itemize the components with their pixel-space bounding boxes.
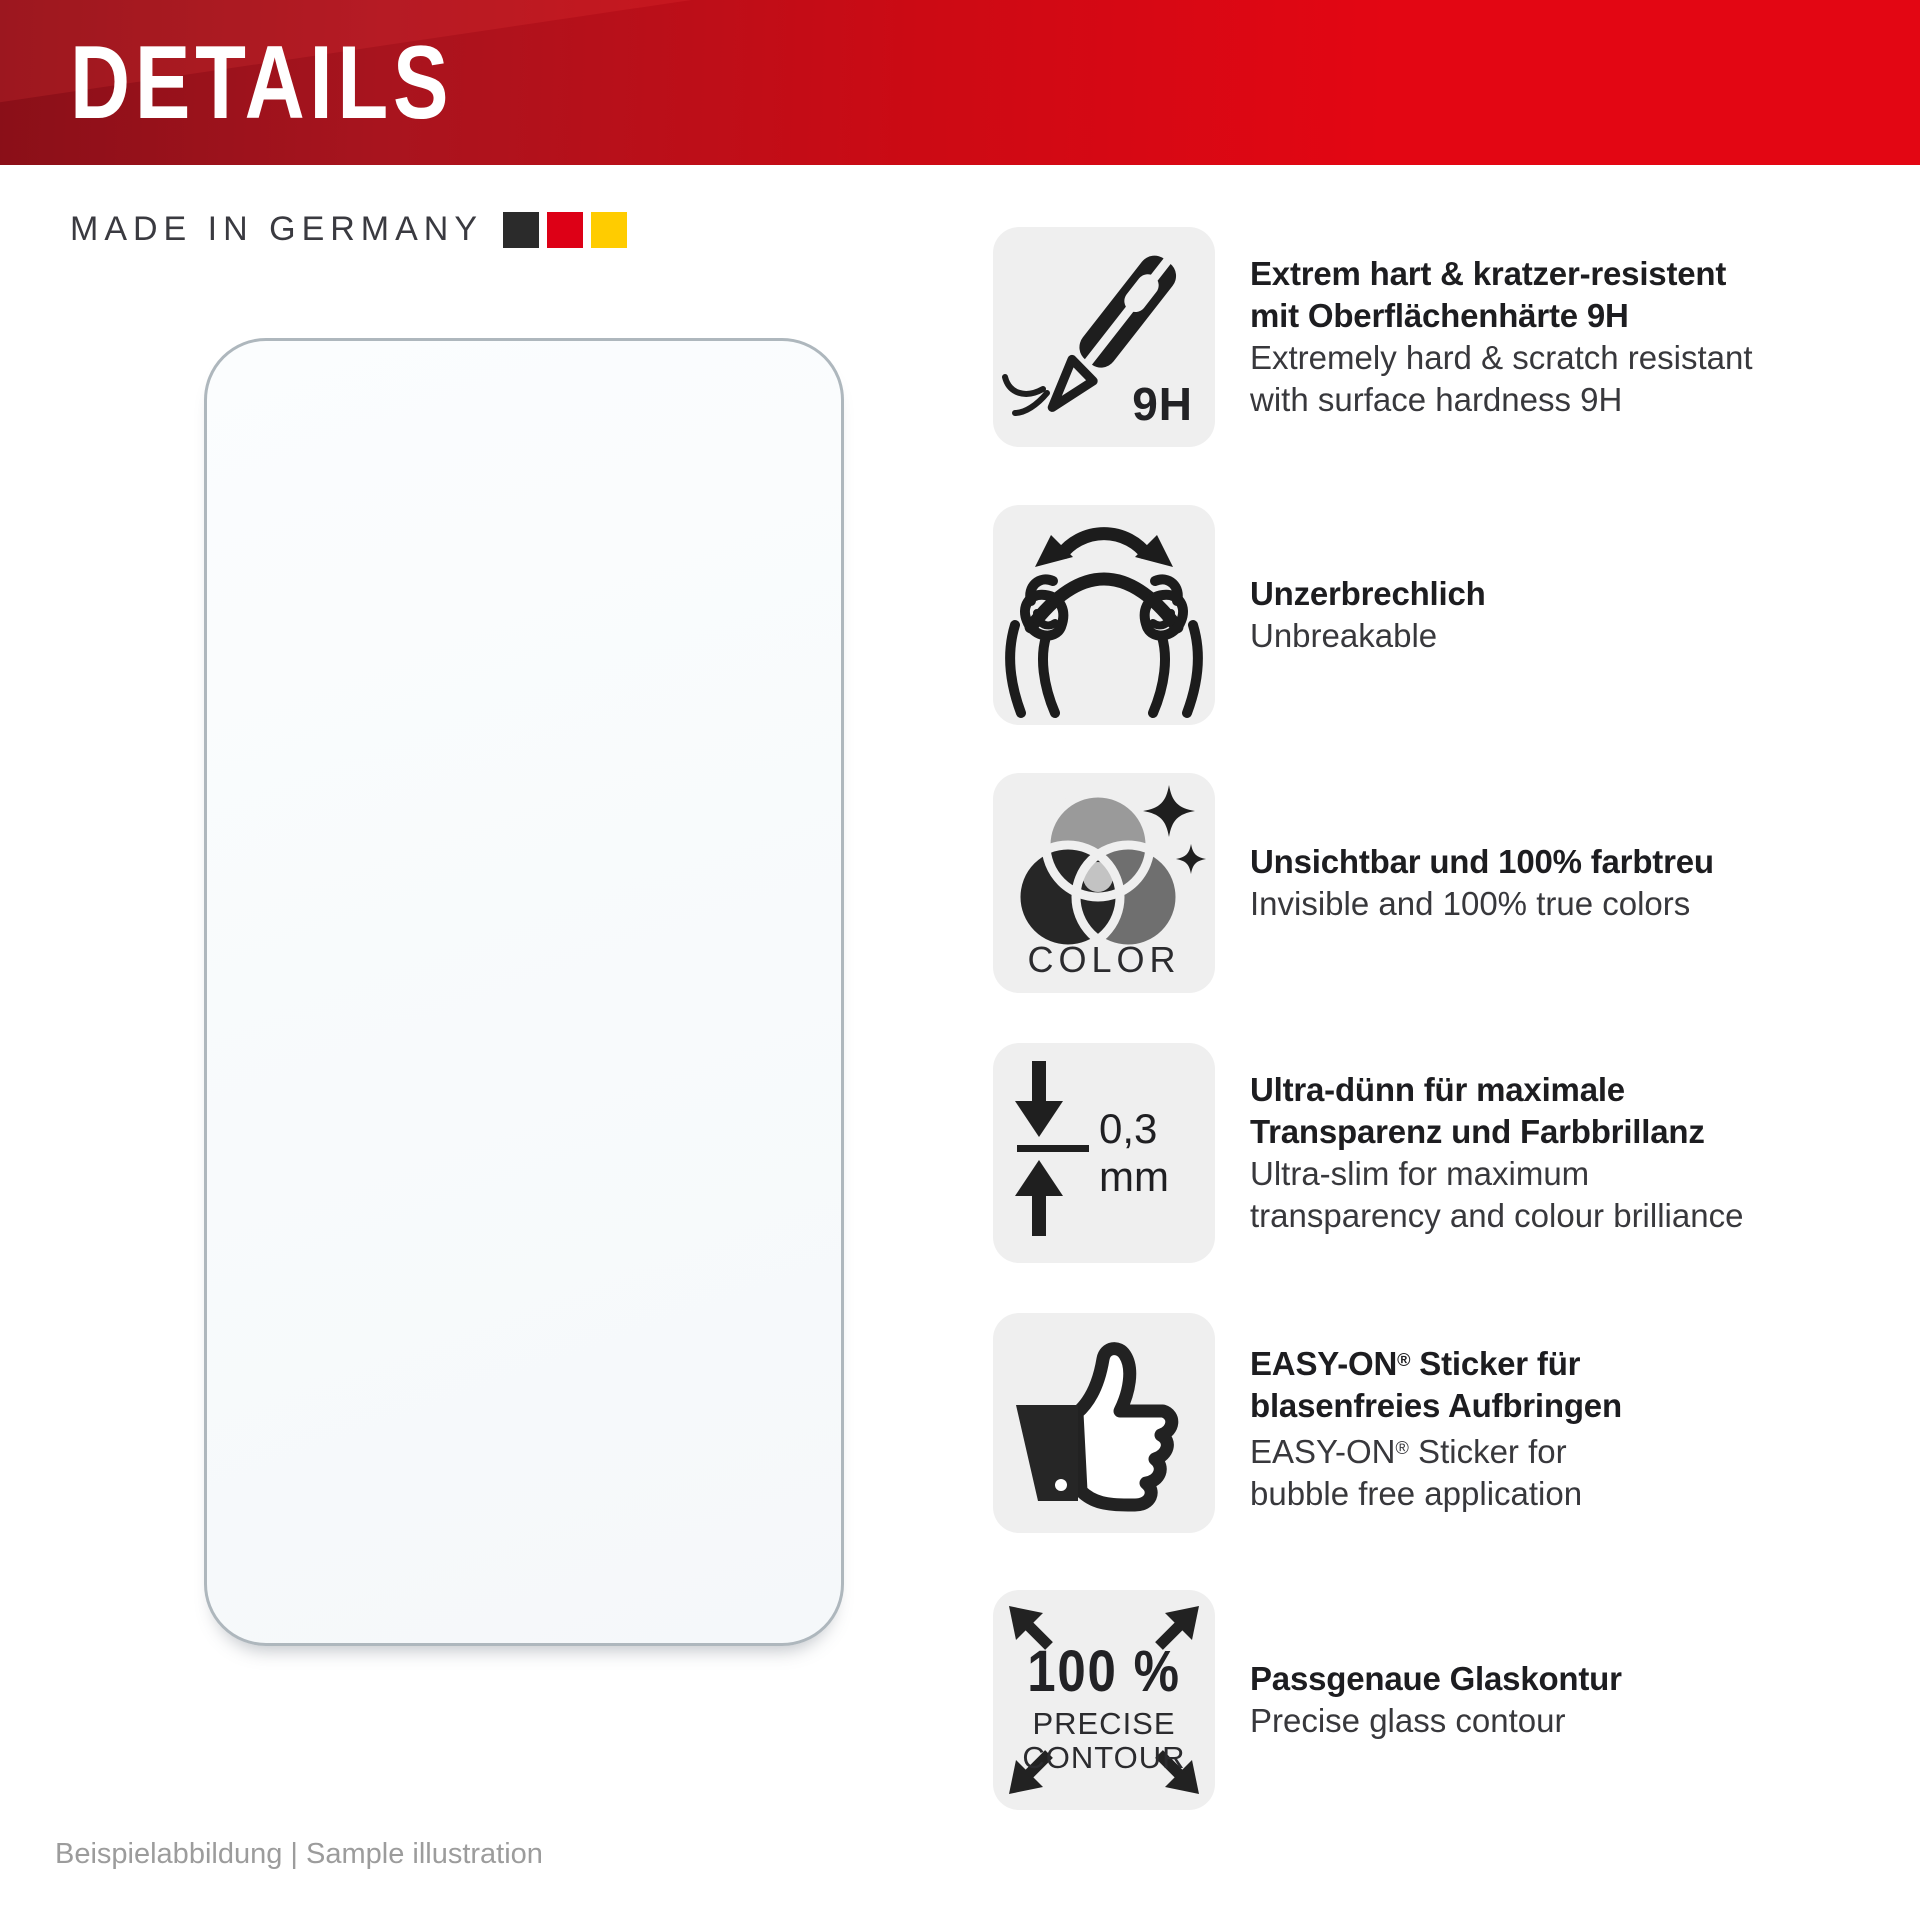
feature-tile-contour [993, 1590, 1215, 1810]
contour-precise-label: PRECISE [1032, 1706, 1176, 1741]
feature-tile-colors [993, 773, 1215, 993]
page-title: DETAILS [70, 25, 454, 141]
feature-bold-line: mit Oberflächenhärte 9H [1250, 297, 1629, 334]
feature-regular-line: Extremely hard & scratch resistant [1250, 339, 1753, 376]
feature-tile-hardness [993, 227, 1215, 447]
feature-text-colors [1250, 841, 1714, 925]
contour-contour-label: CONTOUR [1022, 1740, 1186, 1775]
color-label: COLOR [1027, 939, 1181, 980]
sample-caption: Beispielabbildung | Sample illustration [55, 1838, 543, 1870]
feature-text-thickness [1250, 1069, 1743, 1237]
feature-tile-unbreakable [993, 505, 1215, 725]
flag-black-square [503, 212, 539, 248]
feature-bold-line: blasenfreies Aufbringen [1250, 1387, 1622, 1425]
feature-bold-line: Ultra-dünn für maximale [1250, 1071, 1625, 1108]
feature-text-hardness [1250, 253, 1753, 421]
made-in-germany-label: MADE IN GERMANY [70, 210, 484, 248]
feature-regular-line: with surface hardness 9H [1250, 381, 1623, 418]
feature-regular-line: bubble free application [1250, 1475, 1583, 1513]
registered-mark: ® [1397, 1350, 1411, 1370]
feature-text-unbreakable [1250, 573, 1486, 657]
feature-bold-line: Transparenz und Farbbrillanz [1250, 1113, 1705, 1150]
feature-bold-line: Unzerbrechlich [1250, 575, 1486, 612]
feature-bold-line: Passgenaue Glaskontur [1250, 1660, 1622, 1697]
feature-regular-line: Ultra-slim for maximum [1250, 1155, 1590, 1192]
flag-red-square [547, 212, 583, 248]
registered-mark: ® [1395, 1438, 1409, 1459]
german-flag-icon [503, 212, 627, 248]
feature-tile-easyon [993, 1313, 1215, 1533]
feature-regular-line: Invisible and 100% true colors [1250, 885, 1691, 922]
made-in-germany [70, 210, 627, 249]
feature-text-contour [1250, 1658, 1622, 1742]
feature-text-easyon [1250, 1339, 1622, 1515]
feature-bold-line: Extrem hart & kratzer-resistent [1250, 255, 1727, 292]
thumbs-up-icon [993, 1313, 1215, 1533]
feature-regular-line: Unbreakable [1250, 617, 1438, 654]
feature-tile-thickness [993, 1043, 1215, 1263]
details-banner [0, 0, 1920, 165]
thickness-value-label: 0,3 [1099, 1105, 1158, 1152]
screen-protector-illustration [204, 338, 844, 1646]
feature-bold-line: EASY-ON® Sticker für [1250, 1345, 1581, 1383]
hardness-9h-label: 9H [1132, 378, 1193, 430]
feature-regular-line: Precise glass contour [1250, 1702, 1566, 1739]
feature-regular-line: EASY-ON® Sticker for [1250, 1433, 1567, 1471]
thickness-unit-label: mm [1099, 1153, 1169, 1200]
flag-gold-square [591, 212, 627, 248]
bending-hands-icon [993, 505, 1215, 725]
feature-regular-line: transparency and colour brilliance [1250, 1197, 1744, 1234]
feature-bold-line: Unsichtbar und 100% farbtreu [1250, 843, 1714, 880]
contour-100-label: 100 % [1027, 1639, 1181, 1704]
